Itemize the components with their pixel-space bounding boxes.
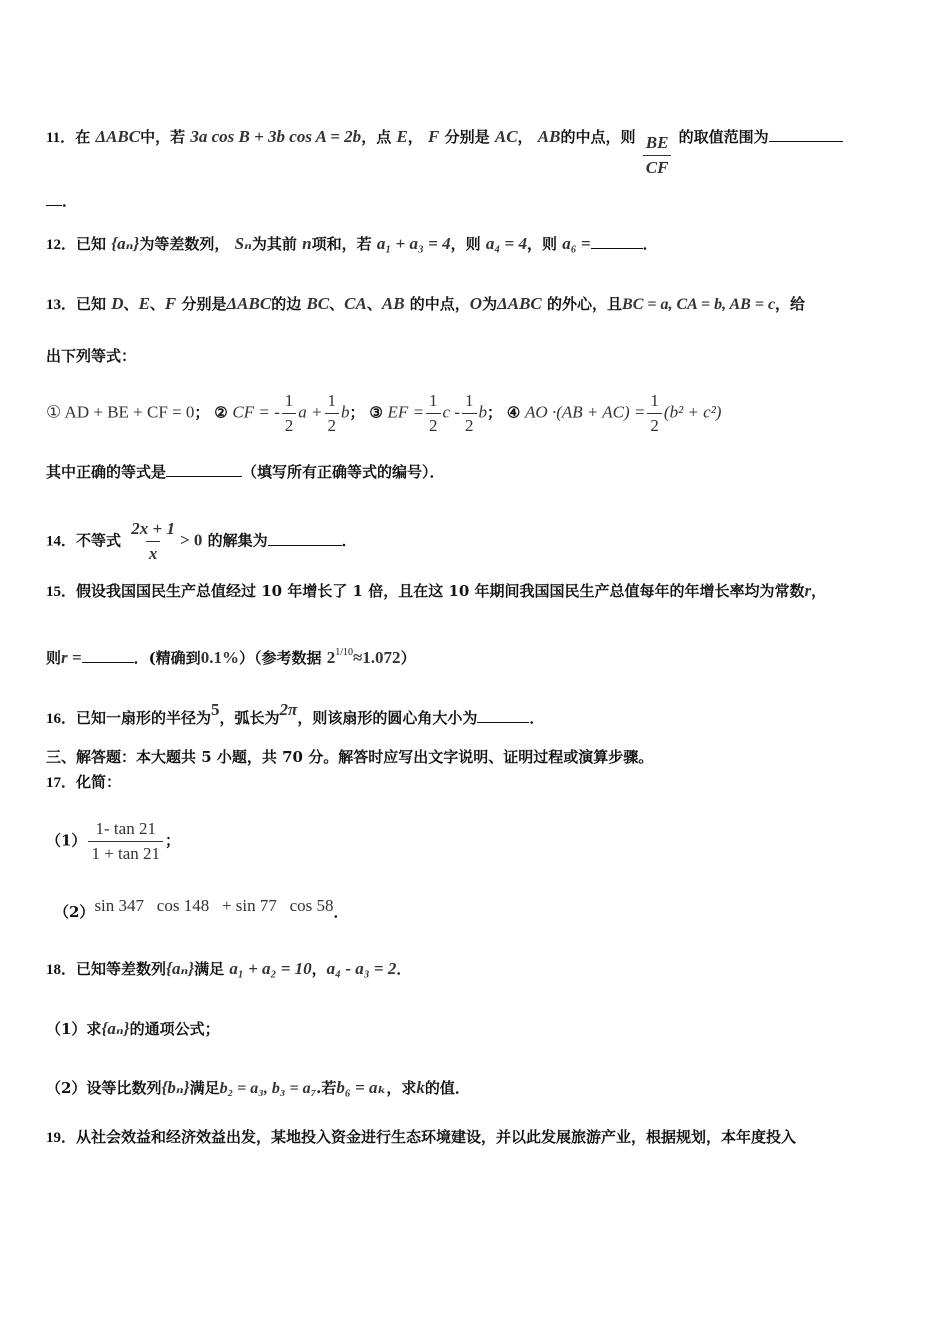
q18: 18．已知等差数列{aₙ}满足 a₁ + a₂ = 10，a₄ - a₃ = 2． <box>46 959 412 978</box>
q17-part1: （1） $\frac{1- \tan 21}{1 + \tan 21}$ ； <box>46 819 181 863</box>
q13-line2: 出下列等式： <box>46 347 137 365</box>
fraction-inequality: $\frac{2x + 1}{x}$ <box>131 519 175 563</box>
answer-blank[interactable] <box>268 531 342 546</box>
fraction-be-cf: $\frac{BE}{CF}$ <box>643 132 672 179</box>
section-heading: 三、解答题：本大题共 5 小题，共 70 分。解答时应写出文字说明、证明过程或演算步骤。 <box>46 748 654 766</box>
q13-equations: ① AD + BE + CF = 0； ② CF = - $\frac{1}{2}$ a + $\frac{1}{2}$ b； ③ EF = $\frac{1}{2}$ c - $\frac{1}{2}$ b； ④ AO ·(AB + AC) = $\frac{1}{2}$ (b² + c²) <box>46 391 722 435</box>
q17: 17．化简： <box>46 773 122 791</box>
answer-blank[interactable] <box>477 708 529 723</box>
q12: 12．已知 {aₙ}为等差数列， Sₙ为其前 n项和，若 a₁ + a₃ = 4，则 a₄ = 4，则 a₆ = ． <box>46 234 658 253</box>
q13: 13．已知 D、E、F 分别是ΔABC的边 BC、CA、AB 的中点，O为ΔABC 的外心，且BC = a, CA = b, AB = c，给 <box>46 294 806 313</box>
q14: 14．不等式 $\frac{2x + 1}{x}$ > 0 的解集为 ． <box>46 519 357 563</box>
answer-blank[interactable] <box>166 462 242 477</box>
q18-part1: （1）求{aₙ}的通项公式； <box>46 1019 220 1038</box>
q16: 16．已知一扇形的半径为5，弧长为2π，则该扇形的圆心角大小为 ． <box>46 700 545 727</box>
q19: 19．从社会效益和经济效益出发，某地投入资金进行生态环境建设，并以此发展旅游产业，根据规划，本年度投入 <box>46 1128 797 1146</box>
q18-part2: （2）设等比数列{bₙ}满足b₂ = a₃, b₃ = a₇.若b₆ = aₖ，求k的值． <box>46 1078 470 1097</box>
answer-blank-cont[interactable] <box>46 191 62 206</box>
q15-line2: 则r = ．(精确到0.1%）（参考数据 $2^{1/10}\approx 1.072$） <box>46 647 416 667</box>
answer-blank[interactable] <box>769 127 843 142</box>
q13-line4: 其中正确的等式是 （填写所有正确等式的编号）． <box>46 463 445 481</box>
q15: 15．假设我国国民生产总值经过 10 年增长了 1 倍，且在这 10 年期间我国国民生产总值每年的年增长率均为常数r， <box>46 581 827 600</box>
q17-part2: （2）sin 347 cos 148 + sin 77 cos 58． <box>54 896 349 921</box>
q11-tail: ． <box>46 190 77 212</box>
answer-blank[interactable] <box>82 648 134 663</box>
q11: 11．在 ΔABC中，若 3a cos B + 3b cos A = 2b，点 E， F 分别是 AC， AB的中点，则 $\frac{BE}{CF}$ 的取值范围为 <box>46 126 843 179</box>
answer-blank[interactable] <box>591 234 643 249</box>
